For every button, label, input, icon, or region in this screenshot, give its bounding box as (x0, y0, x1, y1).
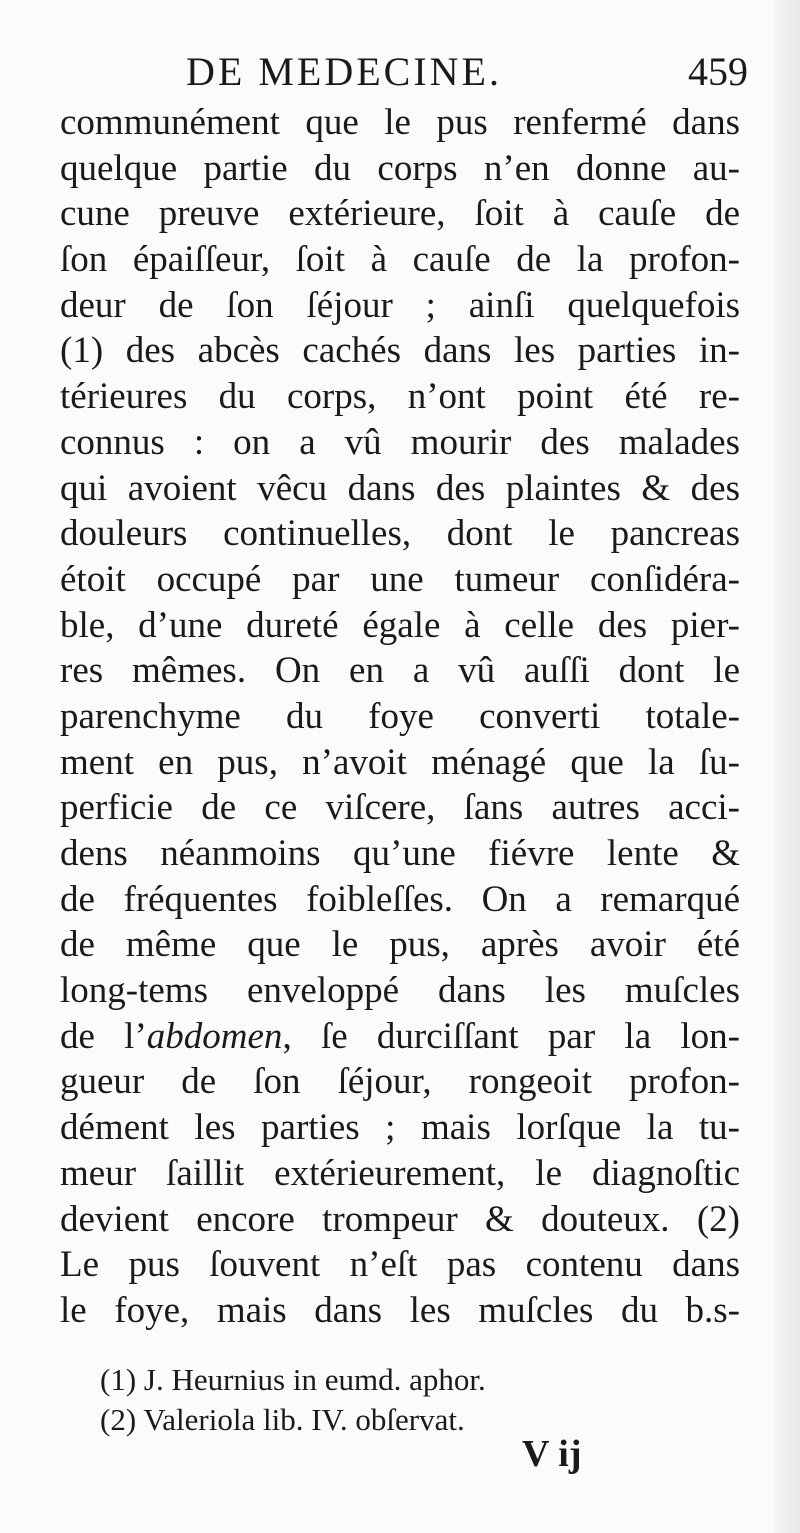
footnote: (1) J. Heurnius in eumd. aphor. (100, 1362, 486, 1397)
text-line: deur de ſon ſéjour ; ainſi quelquefois (60, 284, 740, 326)
text-line: dens néanmoins qu’une fiévre lente & (60, 833, 740, 874)
footnotes (100, 1360, 660, 1440)
text-line: ment en pus, n’avoit ménagé que la ſu- (60, 741, 740, 783)
text-line: perficie de ce viſcere, ſans autres acci- (60, 787, 740, 829)
page-number: 459 (688, 49, 748, 94)
text-line: parenchyme du foye converti totale- (60, 695, 740, 737)
text-line: ſon épaiſſeur, ſoit à cauſe de la profon- (60, 239, 740, 281)
text-fragment: , ſe durciſſant par la lon- (282, 1015, 740, 1057)
text-line: dément les parties ; mais lorſque la tu- (60, 1107, 740, 1149)
running-head: DE MEDECINE. (186, 49, 502, 94)
italic-term: abdomen (146, 1015, 283, 1057)
text-line: connus : on a vû mourir des malades (60, 421, 740, 463)
text-line: communément que le pus renfermé dans (60, 102, 740, 143)
text-line: meur ſaillit extérieurement, le diagnoſtic (60, 1152, 740, 1194)
text-line: quelque partie du corps n’en donne au- (60, 147, 740, 189)
text-line: douleurs continuelles, dont le pancreas (60, 513, 740, 555)
text-line-abdomen (60, 1014, 740, 1060)
text-line: gueur de ſon ſéjour, rongeoit profon- (60, 1061, 740, 1103)
text-fragment: de l’ (60, 1015, 147, 1057)
signature-mark: V ij (522, 1433, 582, 1475)
text-line: cune preuve extérieure, ſoit à cauſe de (60, 193, 740, 235)
footnote: (2) Valeriola lib. IV. obſervat. (100, 1402, 465, 1437)
body-text (60, 100, 740, 1334)
page-edge (774, 0, 800, 1533)
text-line: étoit occupé par une tumeur conſidéra- (60, 558, 740, 600)
text-line: devient encore trompeur & douteux. (2) (60, 1198, 740, 1240)
text-line: qui avoient vêcu dans des plaintes & des (60, 467, 740, 509)
text-line: le foye, mais dans les muſcles du b.s- (60, 1289, 740, 1331)
text-line: ble, d’une dureté égale à celle des pier- (60, 604, 740, 646)
text-line: térieures du corps, n’ont point été re- (60, 376, 740, 418)
text-line: de fréquentes foibleſſes. On a remarqué (60, 878, 740, 920)
text-line: (1) des abcès cachés dans les parties in- (60, 330, 740, 372)
text-line: Le pus ſouvent n’eſt pas contenu dans (60, 1244, 740, 1286)
text-line: de même que le pus, après avoir été (60, 924, 740, 966)
page-header (60, 48, 748, 104)
text-line: res mêmes. On en a vû auſſi dont le (60, 650, 740, 692)
text-line: long-tems enveloppé dans les muſcles (60, 970, 740, 1012)
